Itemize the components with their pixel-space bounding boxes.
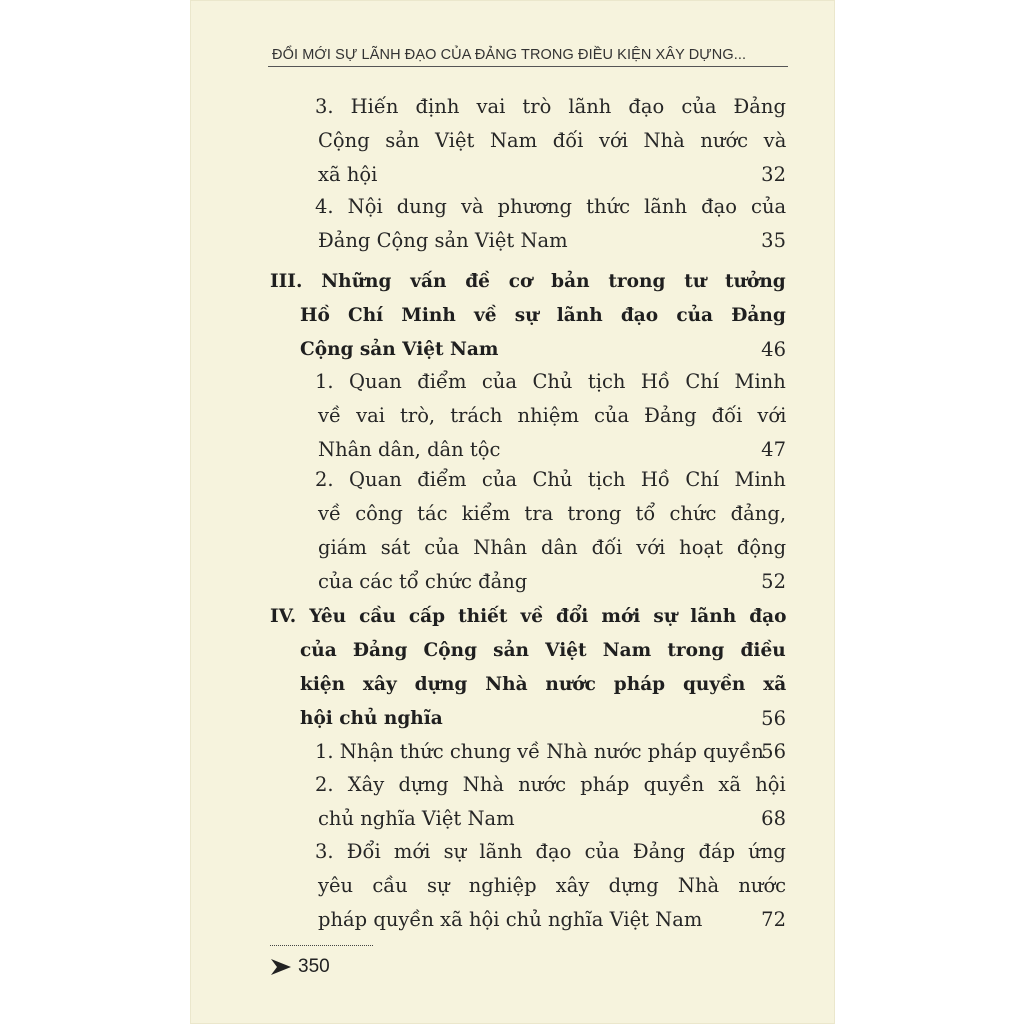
toc-entry-line: của Đảng Cộng sản Việt Nam trong điều — [300, 640, 786, 661]
toc-page-number: 52 — [761, 570, 786, 593]
toc-entry-line: Hồ Chí Minh về sự lãnh đạo của Đảng — [300, 305, 786, 326]
toc-entry-line: 1. Quan điểm của Chủ tịch Hồ Chí Minh — [315, 370, 786, 393]
book-page — [190, 0, 835, 1024]
toc-entry-line: IV. Yêu cầu cấp thiết về đổi mới sự lãnh đạo — [270, 606, 787, 627]
toc-entry-line: về vai trò, trách nhiệm của Đảng đối với — [318, 404, 787, 427]
toc-entry — [315, 195, 786, 263]
toc-page-number: 35 — [761, 229, 786, 252]
toc-entry — [270, 605, 786, 741]
footer-dotted-rule — [270, 945, 373, 946]
toc-entry — [315, 740, 786, 774]
toc-entry — [315, 773, 786, 841]
toc-entry-line: Cộng sản Việt Nam đối với Nhà nước và — [318, 129, 787, 152]
toc-entry-line: 2. Quan điểm của Chủ tịch Hồ Chí Minh — [315, 468, 786, 491]
toc-entry-line: kiện xây dựng Nhà nước pháp quyền xã — [300, 674, 787, 695]
toc-page-number: 32 — [761, 163, 786, 186]
toc-entry-line: chủ nghĩa Việt Nam — [318, 807, 515, 830]
toc-entry-line: xã hội — [318, 163, 378, 186]
toc-entry-line: 3. Đổi mới sự lãnh đạo của Đảng đáp ứng — [315, 840, 786, 863]
page-number: 350 — [298, 956, 330, 977]
toc-entry-line: Nhân dân, dân tộc — [318, 438, 501, 461]
toc-entry-line: hội chủ nghĩa — [300, 708, 443, 729]
toc-entry-line: III. Những vấn đề cơ bản trong tư tưởng — [270, 271, 786, 292]
toc-page-number: 72 — [761, 908, 786, 931]
toc-entry-line: Cộng sản Việt Nam — [300, 339, 499, 360]
toc-entry-line: của các tổ chức đảng — [318, 570, 528, 593]
toc-entry-line: 3. Hiến định vai trò lãnh đạo của Đảng — [315, 95, 786, 118]
toc-entry-line: 4. Nội dung và phương thức lãnh đạo của — [315, 195, 787, 218]
toc-page-number: 46 — [761, 338, 786, 361]
toc-entry — [315, 95, 786, 197]
toc-entry-line: yêu cầu sự nghiệp xây dựng Nhà nước — [318, 874, 787, 897]
toc-entry — [315, 468, 786, 604]
toc-page-number: 68 — [761, 807, 786, 830]
toc-page-number: 47 — [761, 438, 786, 461]
header-rule — [268, 66, 788, 67]
toc-entry-line: giám sát của Nhân dân đối với hoạt động — [318, 536, 787, 559]
toc-entry — [315, 370, 786, 472]
toc-page-number: 56 — [761, 740, 786, 763]
toc-entry-line: Đảng Cộng sản Việt Nam — [318, 229, 568, 252]
page-footer — [270, 956, 330, 978]
toc-page-number: 56 — [761, 707, 786, 730]
running-header: ĐỔI MỚI SỰ LÃNH ĐẠO CỦA ĐẢNG TRONG ĐIỀU KIỆN XÂY DỰNG... — [272, 47, 747, 63]
toc-entry — [270, 270, 786, 372]
toc-entry-line: 2. Xây dựng Nhà nước pháp quyền xã hội — [315, 773, 786, 796]
toc-entry-line: 1. Nhận thức chung về Nhà nước pháp quyền — [315, 740, 764, 763]
toc-entry-line: về công tác kiểm tra trong tổ chức đảng, — [318, 502, 787, 525]
toc-entry — [315, 840, 786, 942]
toc-entry-line: pháp quyền xã hội chủ nghĩa Việt Nam — [318, 908, 703, 931]
arrow-icon — [270, 957, 292, 977]
